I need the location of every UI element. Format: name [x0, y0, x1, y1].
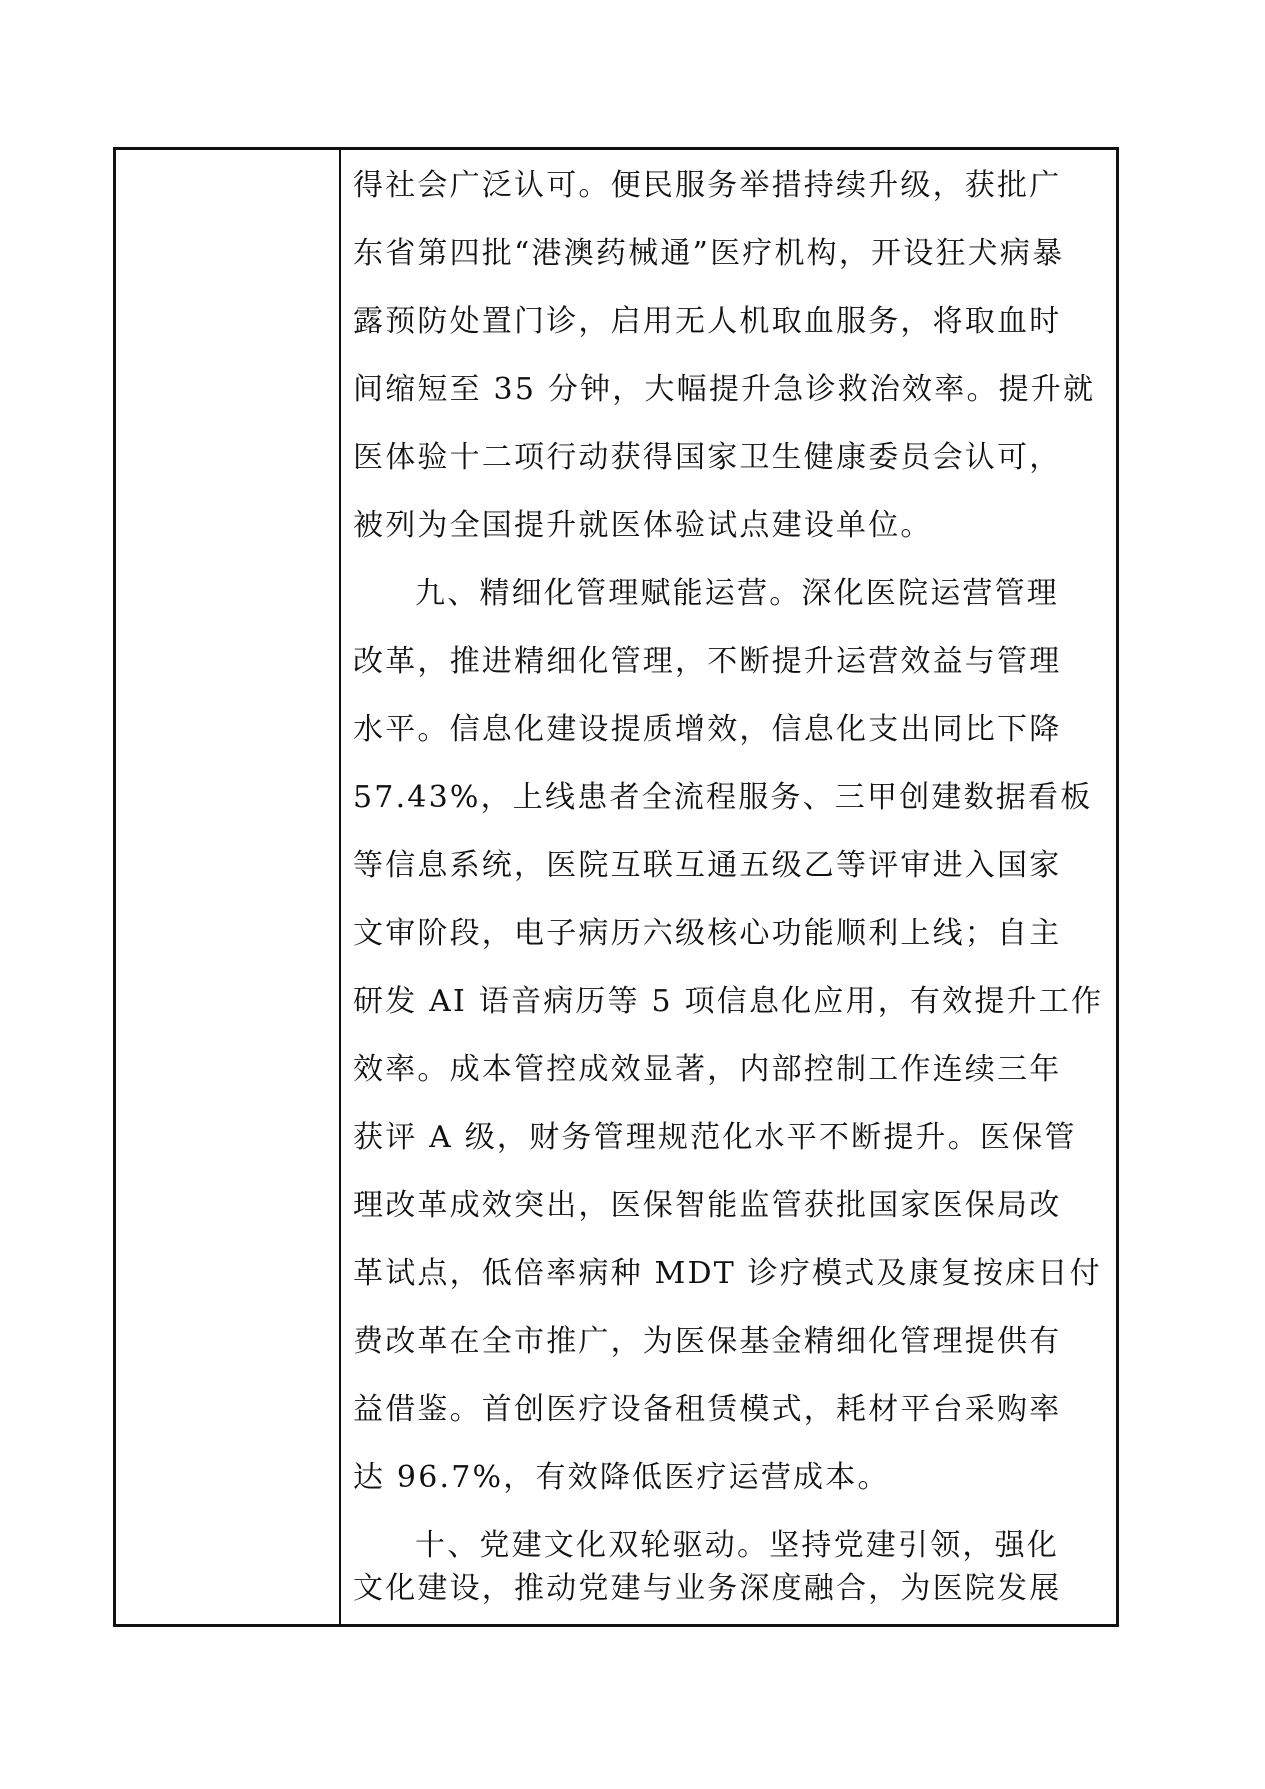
text-line: 达 96.7%，有效降低医疗运营成本。	[353, 1460, 890, 1495]
paragraph-heading-line: 十、党建文化双轮驱动。坚持党建引领，强化	[415, 1528, 1059, 1563]
text-line: 获评 A 级，财务管理规范化水平不断提升。医保管	[353, 1120, 1077, 1155]
text-line: 效率。成本管控成效显著，内部控制工作连续三年	[353, 1052, 1062, 1087]
text-line: 益借鉴。首创医疗设备租赁模式，耗材平台采购率	[353, 1392, 1062, 1427]
text-line: 水平。信息化建设提质增效，信息化支出同比下降	[353, 712, 1062, 747]
text-line: 理改革成效突出，医保智能监管获批国家医保局改	[353, 1188, 1062, 1223]
text-line: 文审阶段，电子病历六级核心功能顺利上线；自主	[353, 916, 1062, 951]
text-line: 得社会广泛认可。便民服务举措持续升级，获批广	[353, 168, 1062, 203]
text-line: 医体验十二项行动获得国家卫生健康委员会认可，	[353, 440, 1062, 475]
text-line: 改革，推进精细化管理，不断提升运营效益与管理	[353, 644, 1062, 679]
text-line: 57.43%，上线患者全流程服务、三甲创建数据看板	[353, 780, 1093, 815]
text-line: 费改革在全市推广，为医保基金精细化管理提供有	[353, 1324, 1062, 1359]
text-line: 革试点，低倍率病种 MDT 诊疗模式及康复按床日付	[353, 1256, 1102, 1291]
text-line: 研发 AI 语音病历等 5 项信息化应用，有效提升工作	[353, 984, 1104, 1019]
text-line: 等信息系统，医院互联互通五级乙等评审进入国家	[353, 848, 1062, 883]
text-line: 被列为全国提升就医体验试点建设单位。	[353, 508, 933, 543]
text-line: 露预防处置门诊，启用无人机取血服务，将取血时	[353, 304, 1062, 339]
text-line: 东省第四批“港澳药械通”医疗机构，开设狂犬病暴	[353, 236, 1065, 271]
paragraph-heading-line: 九、精细化管理赋能运营。深化医院运营管理	[415, 576, 1059, 611]
table-content-cell	[353, 150, 1105, 1624]
report-table	[113, 147, 1119, 1627]
text-line: 间缩短至 35 分钟，大幅提升急诊救治效率。提升就	[353, 372, 1096, 407]
text-line: 文化建设，推动党建与业务深度融合，为医院发展	[353, 1571, 1062, 1606]
column-divider	[339, 150, 341, 1624]
table-label-cell	[116, 150, 339, 1624]
